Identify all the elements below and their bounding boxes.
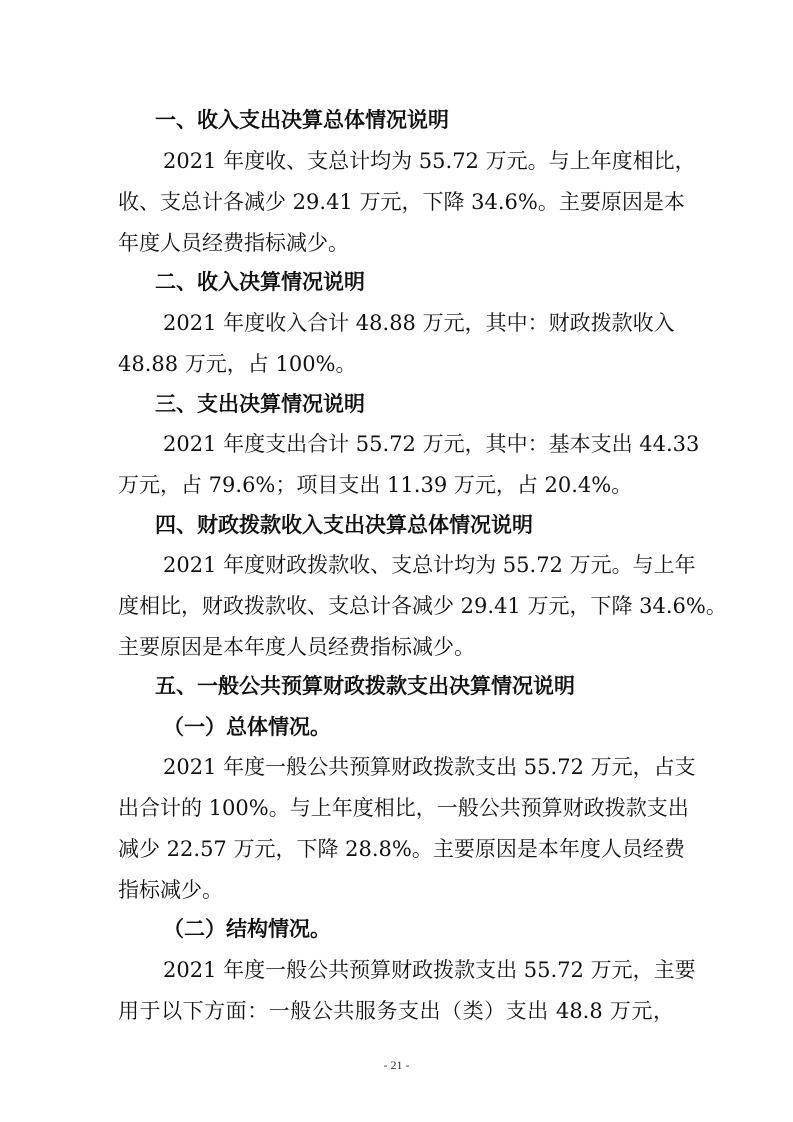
paragraph-line: 用于以下方面：一般公共服务支出（类）支出 48.8 万元， xyxy=(118,999,674,1023)
paragraph-line: 2021 年度支出合计 55.72 万元，其中：基本支出 44.33 xyxy=(163,432,700,456)
paragraph-line: 指标减少。 xyxy=(118,878,223,902)
paragraph-line: 2021 年度收、支总计均为 55.72 万元。与上年度相比， xyxy=(163,149,696,173)
paragraph-line: 年度人员经费指标减少。 xyxy=(118,231,349,255)
paragraph-line: 出合计的 100%。与上年度相比，一般公共预算财政拨款支出 xyxy=(118,796,689,820)
page-number: - 21 - xyxy=(383,1058,410,1072)
paragraph-line: 2021 年度财政拨款收、支总计均为 55.72 万元。与上年 xyxy=(163,553,696,577)
paragraph-line: 万元，占 79.6%；项目支出 11.39 万元，占 20.4%。 xyxy=(118,473,633,497)
paragraph-line: 2021 年度一般公共预算财政拨款支出 55.72 万元，占支 xyxy=(163,755,696,779)
paragraph-line: 收、支总计各减少 29.41 万元，下降 34.6%。主要原因是本 xyxy=(118,190,685,214)
paragraph-line: 主要原因是本年度人员经费指标减少。 xyxy=(118,635,475,659)
paragraph-line: 48.88 万元，占 100%。 xyxy=(118,352,357,376)
section-heading-income: 二、收入决算情况说明 xyxy=(155,270,365,294)
subsection-heading-structure: （二）结构情况。 xyxy=(163,917,331,941)
section-heading-fiscal-appropriation-overall: 四、财政拨款收入支出决算总体情况说明 xyxy=(155,513,533,537)
section-heading-income-expense-overall: 一、收入支出决算总体情况说明 xyxy=(155,108,449,132)
paragraph-line: 2021 年度收入合计 48.88 万元，其中：财政拨款收入 xyxy=(163,311,675,335)
paragraph-line: 2021 年度一般公共预算财政拨款支出 55.72 万元，主要 xyxy=(163,958,696,982)
section-heading-general-public-budget: 五、一般公共预算财政拨款支出决算情况说明 xyxy=(155,674,575,698)
paragraph-line: 度相比，财政拨款收、支总计各减少 29.41 万元，下降 34.6%。 xyxy=(118,594,727,618)
paragraph-line: 减少 22.57 万元，下降 28.8%。主要原因是本年度人员经费 xyxy=(118,837,685,861)
section-heading-expense: 三、支出决算情况说明 xyxy=(155,392,365,416)
subsection-heading-overall: （一）总体情况。 xyxy=(163,715,331,739)
